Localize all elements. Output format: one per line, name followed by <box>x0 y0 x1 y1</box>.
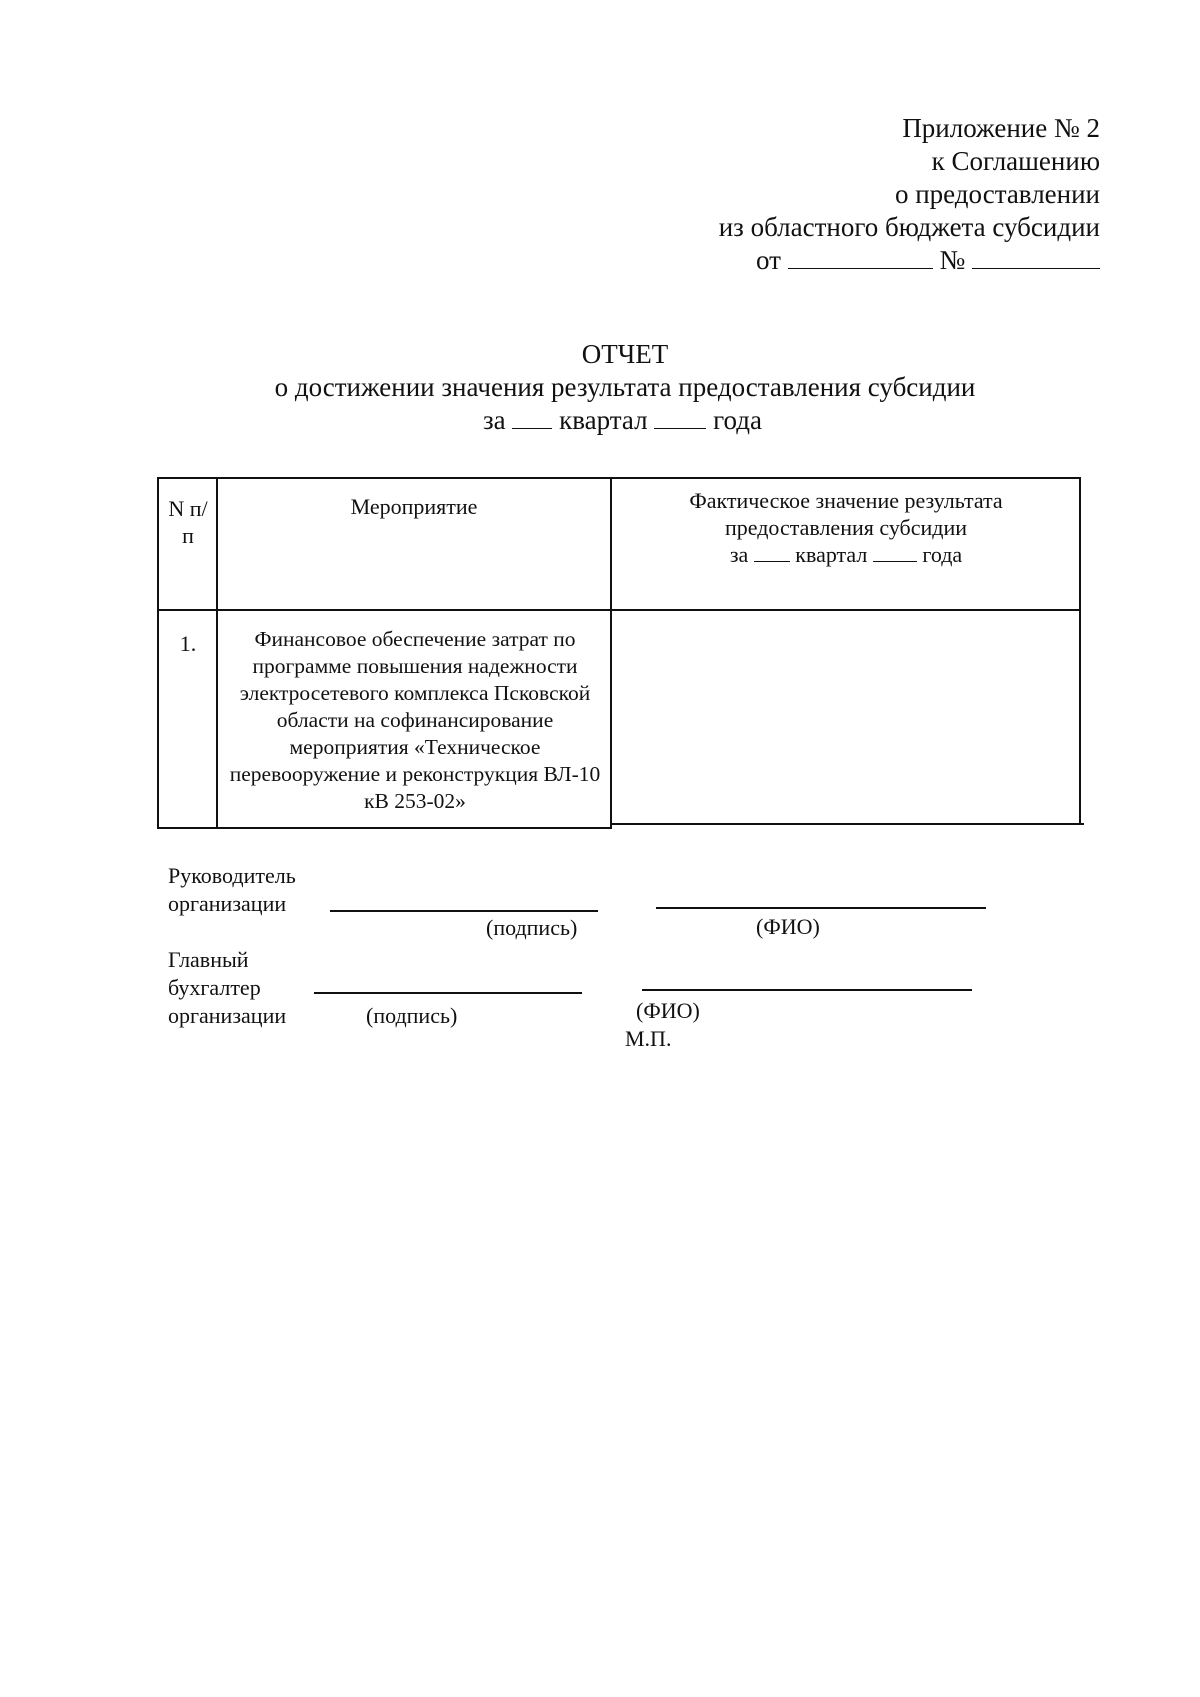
table-bottom-border-left <box>159 827 611 829</box>
report-heading: ОТЧЕТ <box>581 339 669 369</box>
head-name-caption: (ФИО) <box>756 914 820 939</box>
table-bottom-border-right <box>611 823 1084 825</box>
table-col-divider-1 <box>216 477 218 829</box>
period-quarter: квартал <box>559 405 648 435</box>
header-value-quarter: квартал <box>795 542 868 567</box>
header-value-line-3 <box>614 541 1078 568</box>
from-label: от <box>756 245 781 275</box>
accountant-signature-line[interactable] <box>314 992 582 994</box>
header-value-line-1: Фактическое значение результата <box>689 488 1003 513</box>
head-label-line-2: организации <box>168 891 287 916</box>
quarter-blank[interactable] <box>512 410 552 429</box>
header-value-for: за <box>729 542 749 567</box>
appendix-header <box>500 112 1100 277</box>
appendix-line-2: к Соглашению <box>931 146 1100 176</box>
period-for: за <box>483 405 506 435</box>
head-signature-caption: (подпись) <box>486 915 578 940</box>
header-value <box>614 487 1078 568</box>
header-value-line-2: предоставления субсидии <box>724 515 968 540</box>
appendix-line-4: из областного бюджета субсидии <box>718 212 1100 242</box>
head-label-line-1: Руководитель <box>168 863 296 888</box>
accountant-label-line-3: организации <box>168 1003 287 1028</box>
period-year: года <box>713 405 762 435</box>
appendix-line-5 <box>500 244 1100 277</box>
report-subtitle: о достижении значения результата предоставления субсидии <box>274 372 976 402</box>
accountant-label-line-1: Главный <box>168 947 249 972</box>
year-blank[interactable] <box>654 410 706 429</box>
header-event: Мероприятие <box>350 494 478 519</box>
report-title-block <box>0 338 1200 437</box>
accountant-signature-caption: (подпись) <box>366 1003 458 1028</box>
head-name-line[interactable] <box>656 907 986 909</box>
row-1-event: Финансовое обеспечение затрат по программе повышения надежности электросетевого комплекса Псковской области на софинансирование мероприятия «Техническое перевооружение и реконструкция ВЛ-10 кВ 253-02» <box>229 627 601 813</box>
stamp-placeholder: М.П. <box>625 1026 672 1051</box>
table-left-border <box>157 477 159 829</box>
accountant-label-line-2: бухгалтер <box>168 975 261 1000</box>
header-value-year: года <box>922 542 963 567</box>
header-num: N п/п <box>168 496 208 548</box>
date-blank[interactable] <box>788 248 933 269</box>
report-period <box>45 404 1200 437</box>
number-label: № <box>939 245 966 275</box>
table-col-divider-2 <box>610 477 612 829</box>
appendix-line-3: о предоставлении <box>894 179 1100 209</box>
head-signature-line[interactable] <box>330 910 598 912</box>
accountant-name-caption: (ФИО) <box>636 998 700 1023</box>
row-1-num: 1. <box>179 631 197 656</box>
appendix-line-1: Приложение № 2 <box>902 113 1100 143</box>
accountant-name-line[interactable] <box>642 989 972 991</box>
header-quarter-blank <box>754 545 790 562</box>
header-year-blank <box>873 545 917 562</box>
table-right-border <box>1079 477 1081 825</box>
number-blank[interactable] <box>972 248 1100 269</box>
table-top-border <box>157 477 1081 479</box>
table-header-divider <box>157 609 1081 611</box>
